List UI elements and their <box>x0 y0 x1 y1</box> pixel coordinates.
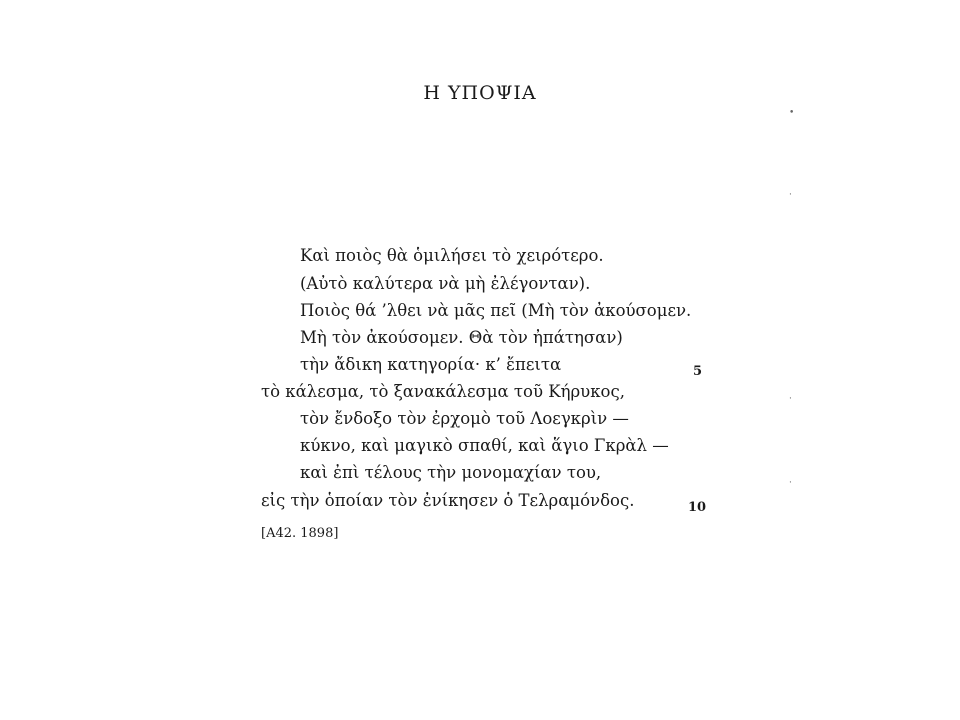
poem-line-5: τὴν ἄδικη κατηγορία· κ’ ἔπειτα <box>300 355 562 374</box>
poem-line-4: Μὴ τὸν ἀκούσομεν. Θὰ τὸν ἠπάτησαν) <box>300 328 623 347</box>
poem-line-7: τὸν ἔνδοξο τὸν ἐρχομὸ τοῦ Λοεγκρὶν — <box>300 409 629 428</box>
scan-speck: · <box>789 190 792 200</box>
source-note: [A42. 1898] <box>261 526 339 541</box>
line-number-5: 5 <box>693 364 703 379</box>
poem-line-3: Ποιὸς θά ’λθει νὰ μᾶς πεῖ (Μὴ τὸν ἀκούσομεν. <box>300 301 692 320</box>
poem-line-1: Καὶ ποιὸς θὰ ὁμιλήσει τὸ χειρότερο. <box>300 246 604 265</box>
scan-speck: • <box>789 108 795 118</box>
poem-line-2: (Αὐτὸ καλύτερα νὰ μὴ ἐλέγονταν). <box>300 274 591 293</box>
scan-speck: · <box>789 478 792 488</box>
poem-line-8: κύκνο, καὶ μαγικὸ σπαθί, καὶ ἅγιο Γκρὰλ — <box>300 436 669 455</box>
poem-title: Η ΥΠΟΨΙΑ <box>423 82 537 104</box>
poem-line-10: εἰς τὴν ὁποίαν τὸν ἐνίκησεν ὁ Τελραμόνδος. <box>261 491 635 510</box>
poem-line-6: τὸ κάλεσμα, τὸ ξανακάλεσμα τοῦ Κήρυκος, <box>261 382 625 401</box>
poem-line-9: καὶ ἐπὶ τέλους τὴν μονομαχίαν του, <box>300 463 602 482</box>
scan-speck: · <box>789 394 792 404</box>
line-number-10: 10 <box>688 500 707 515</box>
